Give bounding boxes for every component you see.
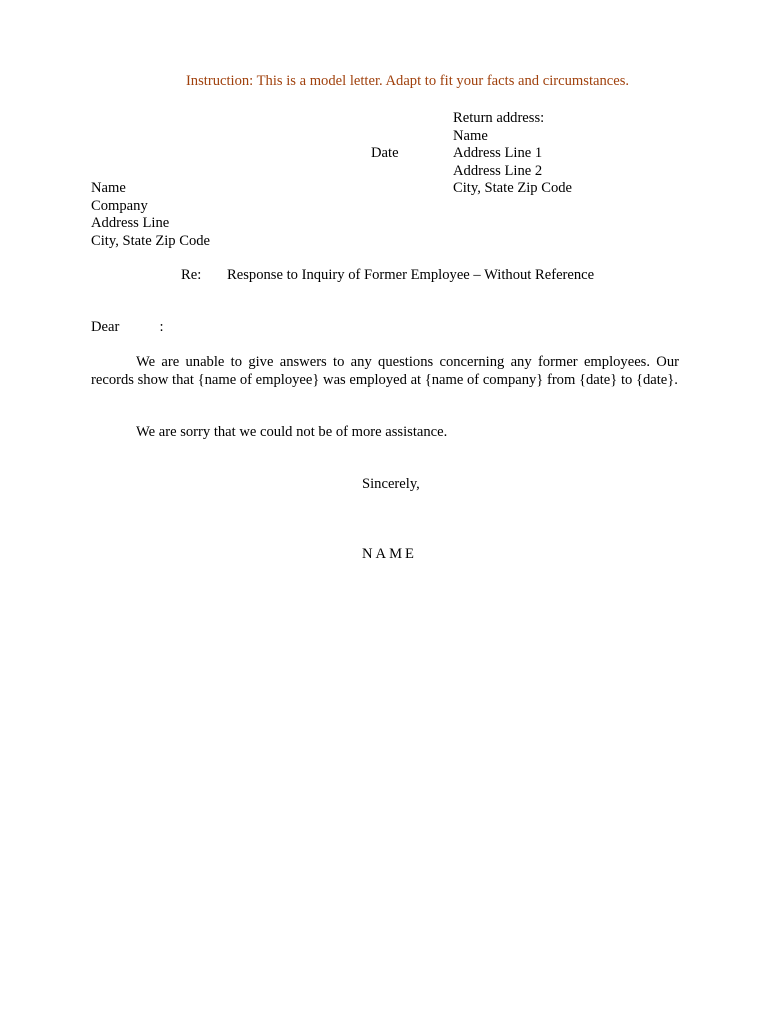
recipient-address-block [91, 180, 210, 250]
body-paragraph-1: We are unable to give answers to any questions concerning any former employees. Our records show that {name of employee} was employed at {name of company} from {date} to {date}. [91, 354, 679, 388]
salutation: Dear : [91, 319, 164, 335]
body-paragraph-2: We are sorry that we could not be of more assistance. [136, 424, 448, 440]
subject-line [181, 267, 594, 284]
date-label: Date [371, 145, 399, 161]
instruction-note: Instruction: This is a model letter. Adapt to fit your facts and circumstances. [185, 73, 630, 89]
return-address-block [453, 110, 572, 198]
recipient-company: Company [91, 197, 148, 214]
subject-text: Response to Inquiry of Former Employee – Without Reference [227, 267, 595, 283]
recipient-name: Name [91, 180, 126, 196]
subject-label: Re: [181, 267, 202, 283]
recipient-city-state-zip: City, State Zip Code [91, 232, 211, 249]
return-address-line2: Address Line 2 [453, 162, 543, 179]
signature-name: NAME [362, 546, 417, 562]
return-address-line1: Address Line 1 [453, 145, 543, 161]
closing: Sincerely, [362, 476, 420, 492]
return-address-city-state-zip: City, State Zip Code [453, 180, 573, 196]
return-address-heading: Return address: [453, 110, 545, 126]
return-address-name: Name [453, 127, 488, 144]
recipient-address-line: Address Line [91, 215, 170, 231]
